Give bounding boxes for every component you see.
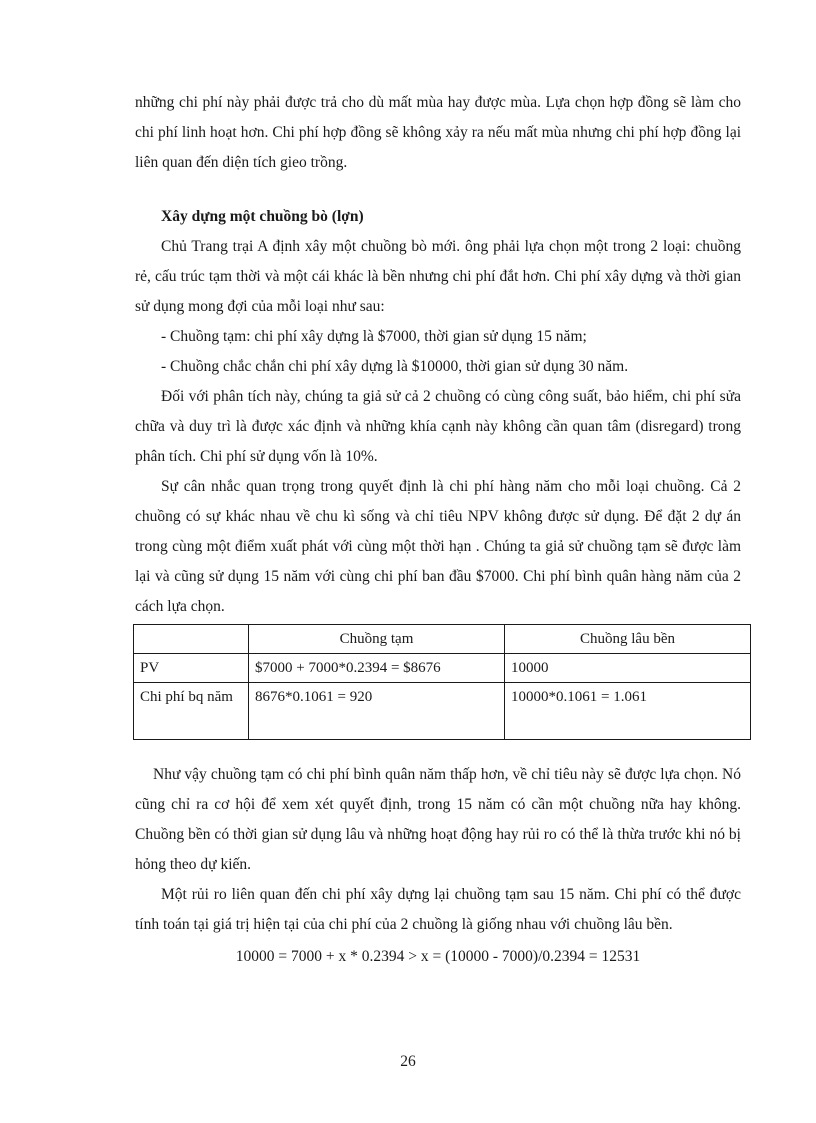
table-row: [134, 654, 751, 683]
row-label-annual-cost: Chi phí bq năm: [134, 683, 249, 740]
list-item-temporary: - Chuồng tạm: chi phí xây dựng là $7000, thời gian sử dụng 15 năm;: [161, 328, 587, 345]
page-number: 26: [400, 1053, 416, 1070]
paragraph-assumptions: Đối với phân tích này, chúng ta giả sử cả 2 chuồng có cùng công suất, bảo hiểm, chi phí sửa chữa và duy trì là được xác định và những khía cạnh này không cần quan tâm (disregard) trong phân tích. Chi phí sử dụng vốn là 10%.: [135, 388, 741, 465]
paragraph-risk: Một rủi ro liên quan đến chi phí xây dựng lại chuồng tạm sau 15 năm. Chi phí có thể được tính toán tại giá trị hiện tại của chi phí của 2 chuồng là giống nhau với chuồng lâu bền.: [135, 886, 741, 933]
table-header-temporary: Chuồng tạm: [249, 625, 505, 654]
section-heading: Xây dựng một chuồng bò (lợn): [161, 208, 364, 225]
paragraph-annual-cost: Sự cân nhắc quan trọng trong quyết định là chi phí hàng năm cho mỗi loại chuồng. Cả 2 chuồng có sự khác nhau về chu kì sống và chỉ tiêu NPV không được sử dụng. Để đặt 2 dự án trong cùng một điểm xuất phát với cùng một thời hạn . Chúng ta giả sử chuồng tạm sẽ được làm lại và cũng sử dụng 15 năm với cùng chi phí ban đầu $7000. Chi phí bình quân hàng năm của 2 cách lựa chọn.: [135, 478, 741, 615]
formula-line: 10000 = 7000 + x * 0.2394 > x = (10000 - 7000)/0.2394 = 12531: [235, 948, 641, 965]
table-header-durable: Chuồng lâu bền: [505, 625, 751, 654]
page-content: [135, 88, 741, 972]
table-cell: 8676*0.1061 = 920: [249, 683, 505, 740]
paragraph-continued: những chi phí này phải được trả cho dù mất mùa hay được mùa. Lựa chọn hợp đồng sẽ làm cho chi phí linh hoạt hơn. Chi phí hợp đồng sẽ không xảy ra nếu mất mùa nhưng chi phí hợp đồng lại liên quan đến diện tích gieo trồng.: [135, 94, 741, 171]
table-header-row: [134, 625, 751, 654]
row-label-pv: PV: [134, 654, 249, 683]
table-header-empty: [134, 625, 249, 654]
table-cell: 10000*0.1061 = 1.061: [505, 683, 751, 740]
paragraph-intro: Chủ Trang trại A định xây một chuồng bò mới. ông phải lựa chọn một trong 2 loại: chuồng rẻ, cấu trúc tạm thời và một cái khác là bền nhưng chi phí đắt hơn. Chi phí xây dựng và thời gian sử dụng mong đợi của mỗi loại như sau:: [135, 238, 741, 315]
list-item-durable: - Chuồng chắc chắn chi phí xây dựng là $10000, thời gian sử dụng 30 năm.: [161, 358, 629, 375]
table-cell: 10000: [505, 654, 751, 683]
cost-comparison-table: [133, 624, 751, 740]
table-row: [134, 683, 751, 740]
paragraph-conclusion: Như vậy chuồng tạm có chi phí bình quân năm thấp hơn, về chỉ tiêu này sẽ được lựa chọn. Nó cũng chỉ ra cơ hội để xem xét quyết định, trong 15 năm có cần một chuồng nữa hay không. Chuồng bền có thời gian sử dụng lâu và những hoạt động hay rủi ro có thể là thừa trước khi nó bị hỏng theo dự kiến.: [135, 766, 741, 873]
table-cell: $7000 + 7000*0.2394 = $8676: [249, 654, 505, 683]
spacer: [135, 740, 741, 760]
